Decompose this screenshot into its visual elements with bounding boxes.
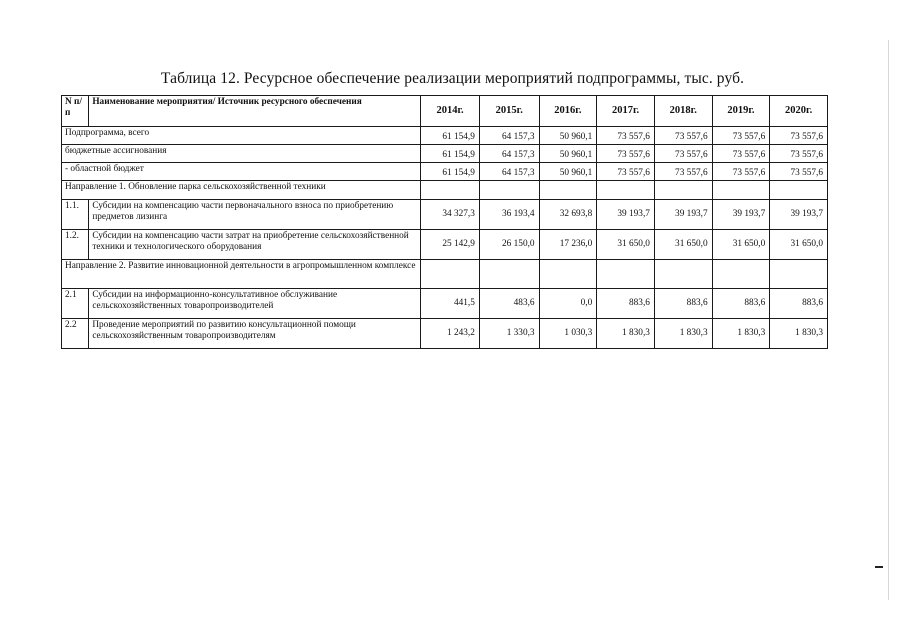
cell-value: 61 154,9	[421, 163, 480, 181]
table-row	[62, 145, 828, 163]
row-num: 2.2	[62, 319, 89, 349]
row-num: 2.1	[62, 289, 89, 319]
header-year: 2014г.	[421, 96, 480, 127]
empty-cell	[539, 181, 597, 200]
empty-cell	[421, 260, 480, 289]
cell-value: 883,6	[770, 289, 828, 319]
cell-value: 73 557,6	[597, 163, 655, 181]
row-label: - областной бюджет	[62, 163, 421, 181]
cell-value: 73 557,6	[770, 163, 828, 181]
row-name: Субсидии на информационно-консультативное обслуживание сельскохозяйственных товаропроизводителей	[89, 289, 421, 319]
cell-value: 50 960,1	[539, 127, 597, 145]
cell-value: 73 557,6	[712, 127, 770, 145]
direction-row	[62, 260, 828, 289]
cell-value: 17 236,0	[539, 230, 597, 260]
empty-cell	[539, 260, 597, 289]
resource-table	[61, 95, 828, 349]
cell-value: 883,6	[654, 289, 712, 319]
table-row	[62, 163, 828, 181]
cell-value: 1 830,3	[654, 319, 712, 349]
cell-value: 1 830,3	[712, 319, 770, 349]
direction-row	[62, 181, 828, 200]
empty-cell	[421, 181, 480, 200]
cell-value: 25 142,9	[421, 230, 480, 260]
cell-value: 64 157,3	[479, 145, 539, 163]
header-name: Наименование мероприятия/ Источник ресурсного обеспечения	[89, 96, 421, 127]
header-year: 2015г.	[479, 96, 539, 127]
scan-mark	[888, 40, 889, 600]
cell-value: 73 557,6	[770, 145, 828, 163]
row-name: Субсидии на компенсацию части первоначального взноса по приобретению предметов лизинга	[89, 200, 421, 230]
cell-value: 31 650,0	[770, 230, 828, 260]
empty-cell	[770, 181, 828, 200]
cell-value: 31 650,0	[597, 230, 655, 260]
header-year: 2018г.	[654, 96, 712, 127]
cell-value: 61 154,9	[421, 145, 480, 163]
cell-value: 32 693,8	[539, 200, 597, 230]
cell-value: 31 650,0	[712, 230, 770, 260]
cell-value: 34 327,3	[421, 200, 480, 230]
cell-value: 73 557,6	[654, 145, 712, 163]
header-year: 2019г.	[712, 96, 770, 127]
empty-cell	[712, 181, 770, 200]
row-label: Подпрограмма, всего	[62, 127, 421, 145]
cell-value: 73 557,6	[654, 127, 712, 145]
table-row	[62, 230, 828, 260]
header-year: 2016г.	[539, 96, 597, 127]
cell-value: 1 330,3	[479, 319, 539, 349]
table-title: Таблица 12. Ресурсное обеспечение реализации мероприятий подпрограммы, тыс. руб.	[160, 70, 745, 87]
table-row	[62, 319, 828, 349]
scan-mark	[875, 566, 883, 568]
cell-value: 73 557,6	[654, 163, 712, 181]
cell-value: 73 557,6	[597, 127, 655, 145]
cell-value: 0,0	[539, 289, 597, 319]
cell-value: 64 157,3	[479, 127, 539, 145]
cell-value: 50 960,1	[539, 145, 597, 163]
empty-cell	[654, 260, 712, 289]
row-name: Субсидии на компенсацию части затрат на приобретение сельскохозяйственной техники и технологического оборудования	[89, 230, 421, 260]
cell-value: 36 193,4	[479, 200, 539, 230]
header-year: 2020г.	[770, 96, 828, 127]
table-row	[62, 289, 828, 319]
cell-value: 1 243,2	[421, 319, 480, 349]
cell-value: 1 830,3	[770, 319, 828, 349]
cell-value: 1 830,3	[597, 319, 655, 349]
header-num: N п/п	[62, 96, 89, 127]
empty-cell	[712, 260, 770, 289]
table-row	[62, 127, 828, 145]
cell-value: 883,6	[597, 289, 655, 319]
cell-value: 26 150,0	[479, 230, 539, 260]
cell-value: 39 193,7	[597, 200, 655, 230]
cell-value: 73 557,6	[712, 145, 770, 163]
direction-label: Направление 2. Развитие инновационной деятельности в агропромышленном комплексе	[62, 260, 421, 289]
empty-cell	[597, 260, 655, 289]
cell-value: 31 650,0	[654, 230, 712, 260]
cell-value: 441,5	[421, 289, 480, 319]
cell-value: 73 557,6	[712, 163, 770, 181]
row-name: Проведение мероприятий по развитию консультационной помощи сельскохозяйственным товаропроизводителям	[89, 319, 421, 349]
empty-cell	[479, 260, 539, 289]
cell-value: 883,6	[712, 289, 770, 319]
cell-value: 39 193,7	[654, 200, 712, 230]
cell-value: 1 030,3	[539, 319, 597, 349]
direction-label: Направление 1. Обновление парка сельскохозяйственной техники	[62, 181, 421, 200]
table-row	[62, 200, 828, 230]
cell-value: 61 154,9	[421, 127, 480, 145]
cell-value: 483,6	[479, 289, 539, 319]
cell-value: 39 193,7	[712, 200, 770, 230]
row-num: 1.2.	[62, 230, 89, 260]
row-num: 1.1.	[62, 200, 89, 230]
cell-value: 39 193,7	[770, 200, 828, 230]
row-label: бюджетные ассигнования	[62, 145, 421, 163]
cell-value: 64 157,3	[479, 163, 539, 181]
empty-cell	[654, 181, 712, 200]
empty-cell	[479, 181, 539, 200]
empty-cell	[597, 181, 655, 200]
header-year: 2017г.	[597, 96, 655, 127]
empty-cell	[770, 260, 828, 289]
cell-value: 50 960,1	[539, 163, 597, 181]
cell-value: 73 557,6	[597, 145, 655, 163]
cell-value: 73 557,6	[770, 127, 828, 145]
header-row	[62, 96, 828, 127]
